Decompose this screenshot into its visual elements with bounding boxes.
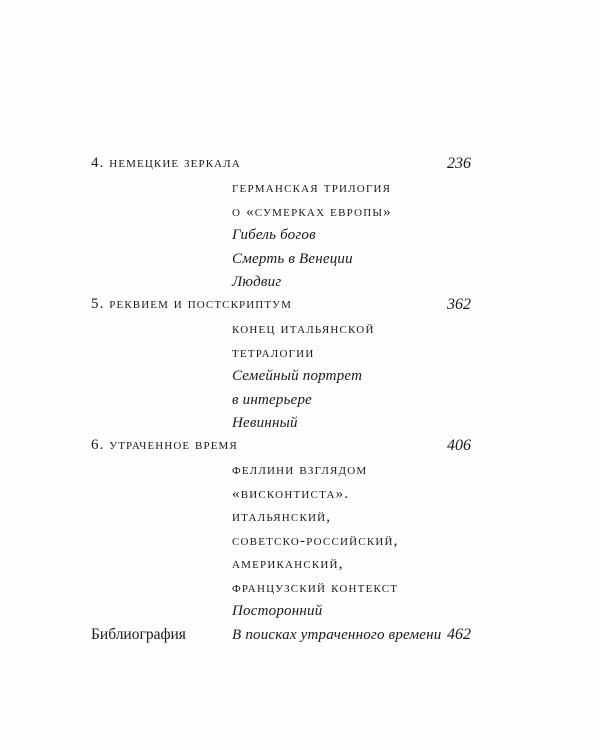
subsection-heading: о «сумерках европы» bbox=[232, 203, 392, 220]
film-title: Семейный портрет bbox=[232, 368, 363, 384]
chapter-page-number: 362 bbox=[447, 296, 471, 313]
subsection-heading: американский, bbox=[232, 556, 344, 572]
subsection-heading: советско-российский, bbox=[232, 532, 399, 549]
subsection-heading: феллини взглядом bbox=[232, 462, 368, 478]
film-title: Смерть в Венеции bbox=[232, 250, 353, 267]
film-title: Посторонний bbox=[232, 603, 323, 619]
bibliography-label: Библиография bbox=[91, 626, 186, 643]
film-title: Невинный bbox=[232, 415, 298, 431]
chapter-title: 6. утраченное время bbox=[91, 437, 238, 453]
toc-chapter-4 bbox=[91, 155, 471, 295]
bibliography-page-number: 462 bbox=[447, 626, 471, 643]
toc-chapter-6 bbox=[91, 437, 471, 647]
chapter-page-number: 236 bbox=[447, 155, 471, 172]
subsection-heading: тетралогии bbox=[232, 344, 315, 361]
chapter-subsections bbox=[232, 318, 471, 436]
film-title: Гибель богов bbox=[232, 227, 316, 243]
toc-bibliography bbox=[91, 626, 471, 648]
film-title: Людвиг bbox=[232, 274, 282, 290]
subsection-heading: французский контекст bbox=[232, 579, 399, 596]
chapter-page-number: 406 bbox=[447, 437, 471, 454]
film-title: В поисках утраченного времени bbox=[232, 626, 442, 643]
subsection-heading: итальянский, bbox=[232, 509, 332, 525]
subsection-heading: конец итальянской bbox=[232, 321, 375, 337]
subsection-heading: германская трилогия bbox=[232, 180, 392, 196]
chapter-heading-row bbox=[91, 437, 471, 459]
chapter-heading-row bbox=[91, 296, 471, 318]
chapter-heading-row bbox=[91, 155, 471, 177]
film-title: в интерьере bbox=[232, 391, 313, 408]
chapter-subsections bbox=[232, 459, 471, 647]
subsection-heading: «висконтиста». bbox=[232, 485, 350, 502]
toc-chapter-5 bbox=[91, 296, 471, 436]
chapter-title: 5. реквием и постскриптум bbox=[91, 296, 292, 312]
chapter-title: 4. немецкие зеркала bbox=[91, 155, 241, 171]
chapter-subsections bbox=[232, 177, 471, 295]
